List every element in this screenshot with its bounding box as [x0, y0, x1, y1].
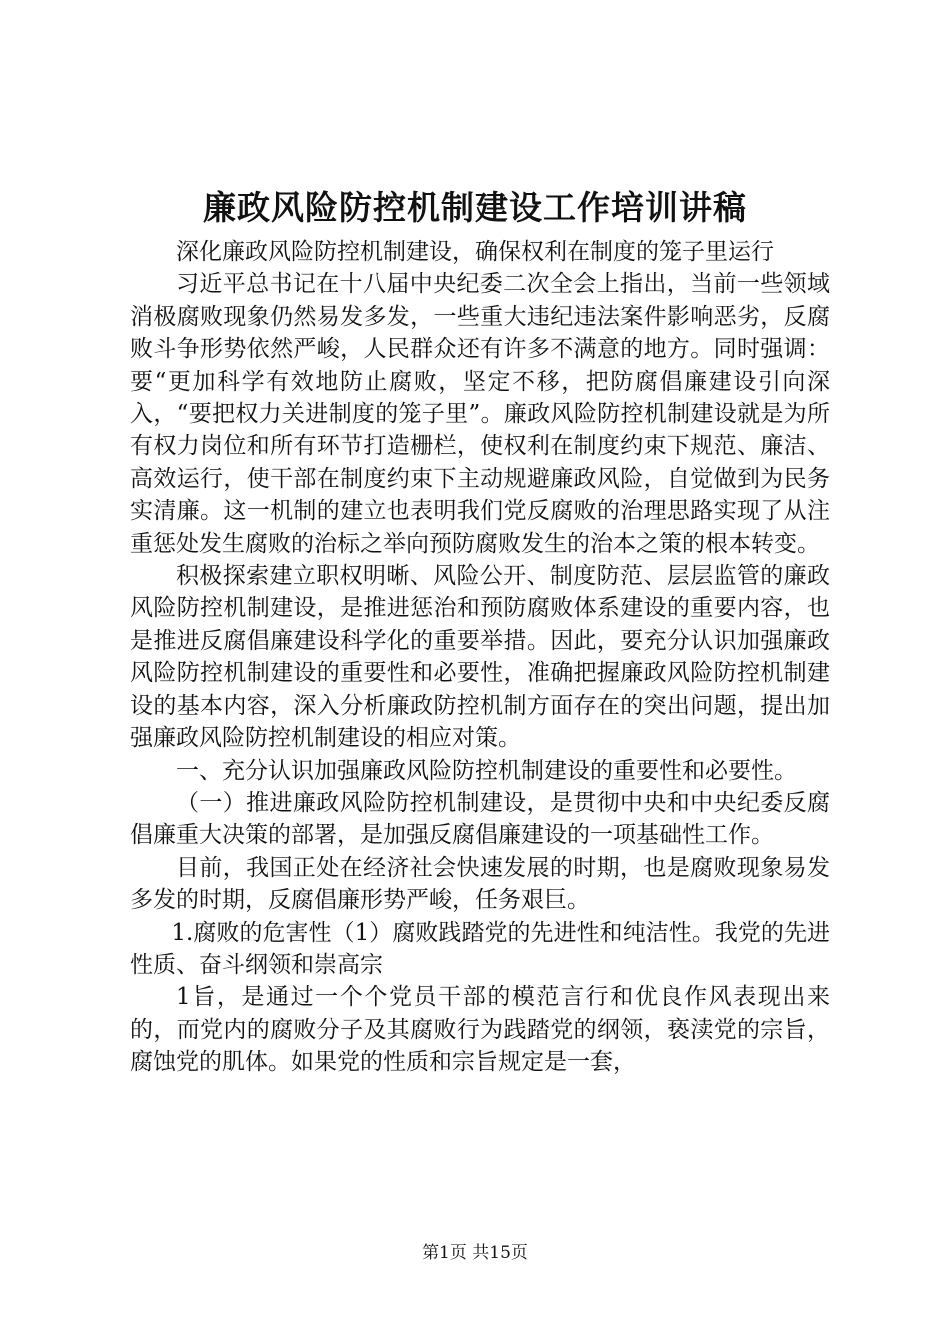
subsection-heading: （一）推进廉政风险防控机制建设，是贯彻中央和中央纪委反腐倡廉重大决策的部署，是加强反腐倡廉建设的一项基础性工作。	[130, 789, 830, 849]
page-number-footer: 第1页 共15页	[422, 1243, 528, 1263]
paragraph: 积极探索建立职权明晰、风险公开、制度防范、层层监管的廉政风险防控机制建设，是推进惩治和预防腐败体系建设的重要内容，也是推进反腐倡廉建设科学化的重要举措。因此，要充分认识加强廉政风险防控机制建设的重要性和必要性，准确把握廉政风险防控机制建设的基本内容，深入分析廉政防控机制方面存在的突出问题，提出加强廉政风险防控机制建设的相应对策。	[130, 563, 830, 752]
paragraph: 1旨，是通过一个个党员干部的模范言行和优良作风表现出来的，而党内的腐败分子及其腐败行为践踏党的纲领，亵渎党的宗旨，腐蚀党的肌体。如果党的性质和宗旨规定是一套，	[130, 984, 830, 1076]
paragraph-subtitle: 深化廉政风险防控机制建设，确保权利在制度的笼子里运行	[176, 239, 774, 265]
paragraph: 1.腐败的危害性（1）腐败践踏党的先进性和纯洁性。我党的先进性质、奋斗纲领和崇高宗	[130, 919, 830, 978]
section-heading: 一、充分认识加强廉政风险防控机制建设的重要性和必要性。	[176, 757, 797, 784]
document-title: 廉政风险防控机制建设工作培训讲稿	[203, 188, 747, 227]
document-body	[130, 236, 830, 1079]
paragraph: 目前，我国正处在经济社会快速发展的时期，也是腐败现象易发多发的时期，反腐倡廉形势严峻，任务艰巨。	[130, 854, 830, 914]
paragraph: 习近平总书记在十八届中央纪委二次全会上指出，当前一些领域消极腐败现象仍然易发多发，一些重大违纪违法案件影响恶劣，反腐败斗争形势依然严峻，人民群众还有许多不满意的地方。同时强调：要“更加科学有效地防止腐败，坚定不移，把防腐倡廉建设引向深入，“要把权力关进制度的笼子里”。廉政风险防控机制建设就是为所有权力岗位和所有环节打造栅栏，使权利在制度约束下规范、廉洁、高效运行，使干部在制度约束下主动规避廉政风险，自觉做到为民务实清廉。这一机制的建立也表明我们党反腐败的治理思路实现了从注重惩处发生腐败的治标之举向预防腐败发生的治本之策的根本转变。	[130, 271, 830, 557]
